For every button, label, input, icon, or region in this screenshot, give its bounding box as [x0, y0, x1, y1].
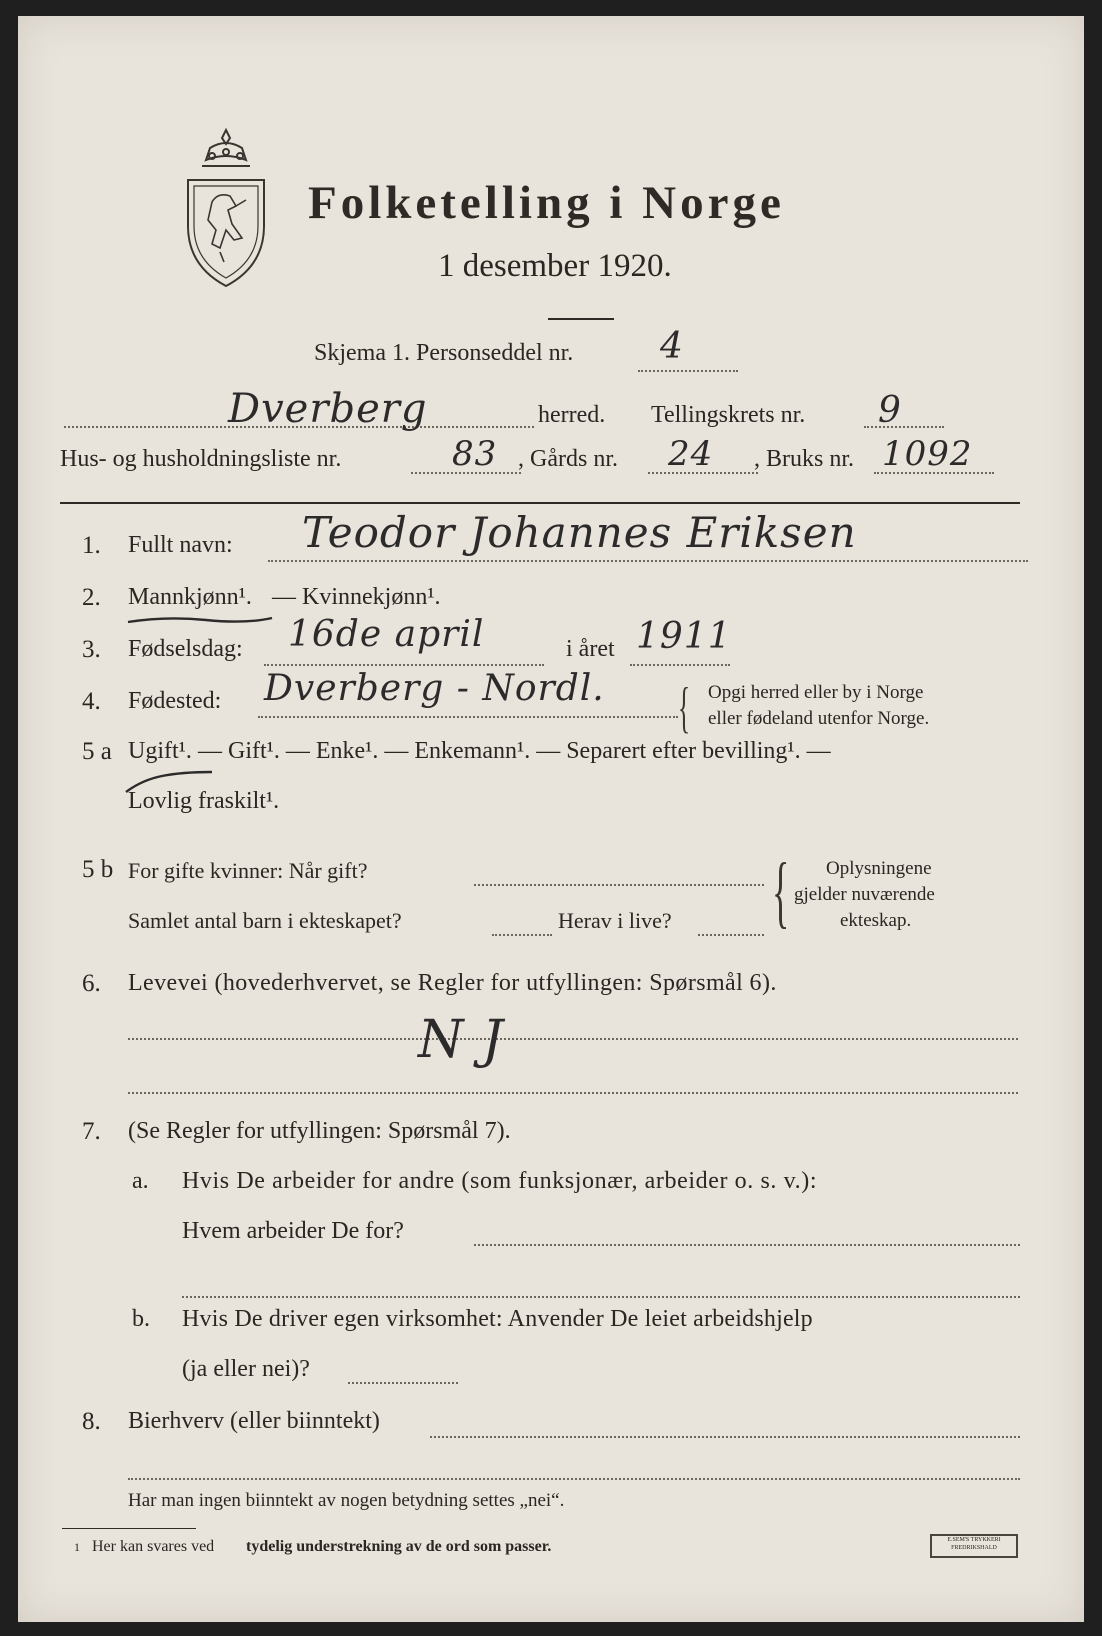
q4-number: 4. — [82, 688, 101, 715]
q2-male-option: Mannkjønn¹. — [128, 584, 252, 610]
q5b-children-dotted-line — [492, 934, 552, 936]
bruks-value: 1092 — [882, 434, 973, 474]
q6-dotted-line-1 — [128, 1038, 1018, 1040]
q7b-question: Hvis De driver egen virksomhet: Anvender De leiet arbeidshjelp — [182, 1306, 813, 1332]
q4-birthplace: Dverberg - Nordl. — [264, 668, 605, 709]
q8-label: Bierhverv (eller biinntekt) — [128, 1408, 380, 1434]
q5a-divorced-option: Lovlig fraskilt¹. — [128, 788, 280, 814]
krets-label: Tellingskrets nr. — [651, 402, 806, 428]
hus-value: 83 — [452, 434, 498, 474]
q7b-help-label: (ja eller nei)? — [182, 1356, 310, 1382]
q5a-unmarried-option: Ugift¹. — [128, 738, 192, 764]
header-separator — [60, 502, 1020, 504]
q6-label: Levevei (hovederhvervet, se Regler for utfyllingen: Spørsmål 6). — [128, 970, 777, 996]
q3-birth-year: 1911 — [636, 616, 732, 657]
q3-birthdate: 16de april — [288, 614, 485, 655]
q2-number: 2. — [82, 584, 101, 611]
bruks-label: , Bruks nr. — [754, 446, 855, 472]
footnote-mark: 1 — [74, 1540, 80, 1554]
gards-label: , Gårds nr. — [518, 446, 618, 472]
q7a-question: Hvis De arbeider for andre (som funksjonær, arbeider o. s. v.): — [182, 1168, 818, 1194]
q6-number: 6. — [82, 970, 101, 997]
q3-year-label: i året — [566, 636, 615, 662]
schema-label: Skjema 1. Personseddel nr. — [314, 340, 574, 366]
q5b-note-line2: gjelder nuværende — [794, 884, 935, 905]
footnote-divider — [62, 1528, 196, 1529]
q7b-dotted-line — [348, 1382, 458, 1384]
q3-dotted-line — [264, 664, 544, 666]
q2-female-option: — Kvinnekjønn¹. — [272, 584, 441, 610]
q7a-dotted-line-2 — [182, 1296, 1020, 1298]
form-title: Folketelling i Norge — [308, 177, 785, 229]
printer-stamp-line1: E.SEM'S TRYKKERI — [947, 1537, 1001, 1543]
q7a-employer-label: Hvem arbeider De for? — [182, 1218, 404, 1244]
schema-dotted-line — [638, 370, 738, 372]
q4-label: Fødested: — [128, 688, 222, 714]
hus-label: Hus- og husholdningsliste nr. — [60, 446, 342, 472]
q6-occupation: N J — [418, 1010, 504, 1070]
q7a-number: a. — [132, 1168, 149, 1194]
q5b-brace: { — [772, 848, 790, 936]
gards-value: 24 — [668, 434, 714, 474]
q7-label: (Se Regler for utfyllingen: Spørsmål 7). — [128, 1118, 511, 1144]
q6-dotted-line-2 — [128, 1092, 1018, 1094]
q8-dotted-line-1 — [430, 1436, 1020, 1438]
q5a-number: 5 a — [82, 738, 112, 765]
q7a-dotted-line-1 — [474, 1244, 1020, 1246]
printer-stamp-line2: FREDRIKSHALD — [951, 1545, 997, 1551]
q1-dotted-line — [268, 560, 1028, 562]
q2-underline-mark — [126, 612, 276, 628]
norwegian-coat-of-arms-icon — [180, 126, 272, 290]
q5b-number: 5 b — [82, 856, 114, 883]
q3-number: 3. — [82, 636, 101, 663]
q5b-married-dotted-line — [474, 884, 764, 886]
q1-label: Fullt navn: — [128, 532, 233, 558]
title-divider — [548, 318, 614, 320]
q8-number: 8. — [82, 1408, 101, 1435]
q8-dotted-line-2 — [128, 1478, 1020, 1480]
printer-stamp — [930, 1534, 1018, 1558]
footnote-bold-text: tydelig understrekning av de ord som passer. — [246, 1538, 552, 1555]
q5b-note-line3: ekteskap. — [840, 910, 912, 931]
footnote-text: Her kan svares ved — [92, 1538, 215, 1555]
q5b-children-label: Samlet antal barn i ekteskapet? — [128, 908, 402, 933]
census-form-page — [18, 16, 1084, 1622]
herred-value: Dverberg — [228, 386, 428, 432]
q5b-married-label: For gifte kvinner: Når gift? — [128, 858, 368, 883]
schema-value: 4 — [660, 326, 684, 367]
herred-label: herred. — [538, 402, 606, 428]
q1-number: 1. — [82, 532, 101, 559]
q4-brace: { — [678, 677, 691, 739]
q8-note: Har man ingen biinntekt av nogen betydning settes „nei“. — [128, 1490, 565, 1511]
q5b-alive-label: Herav i live? — [558, 908, 672, 933]
krets-value: 9 — [878, 390, 902, 431]
q4-note-line1: Opgi herred eller by i Norge — [708, 682, 924, 703]
q3-year-dotted-line — [630, 664, 730, 666]
q5b-note-line1: Oplysningene — [826, 858, 932, 879]
q4-dotted-line — [258, 716, 678, 718]
q3-label: Fødselsdag: — [128, 636, 243, 662]
krets-dotted-line — [864, 426, 944, 428]
q5b-alive-dotted-line — [698, 934, 764, 936]
q5a-other-options: — Gift¹. — Enke¹. — Enkemann¹. — Separert efter bevilling¹. — — [198, 738, 831, 764]
census-date: 1 desember 1920. — [438, 248, 672, 284]
q4-note-line2: eller fødeland utenfor Norge. — [708, 708, 930, 729]
q7-number: 7. — [82, 1118, 101, 1145]
q1-full-name: Teodor Johannes Eriksen — [302, 508, 857, 557]
q7b-number: b. — [132, 1306, 150, 1332]
